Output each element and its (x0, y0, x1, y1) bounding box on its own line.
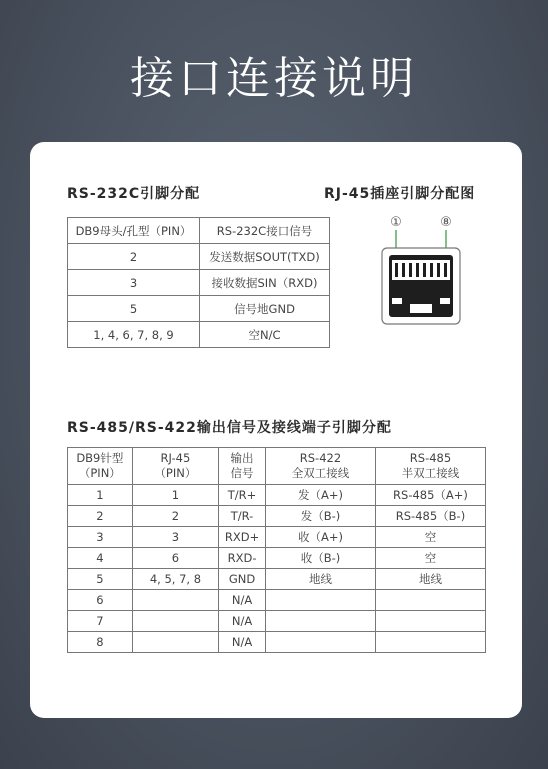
latch-tab (410, 304, 432, 313)
table-cell: RS-485（A+) (375, 485, 485, 506)
header-line: RS-422 (299, 451, 342, 465)
table-cell: 收（B-) (265, 548, 375, 569)
contact-pin (409, 263, 412, 277)
table-cell: 发（A+) (265, 485, 375, 506)
contact-pin (444, 263, 447, 277)
table-cell: 接收数据SIN（RXD) (200, 270, 330, 296)
table-cell: 4, 5, 7, 8 (132, 569, 218, 590)
page-title: 接口连接说明 (130, 53, 418, 104)
table-cell: 5 (68, 296, 200, 322)
table-cell (132, 590, 218, 611)
contact-pin (402, 263, 405, 277)
table-row (68, 611, 486, 632)
table-cell: 空N/C (200, 322, 330, 348)
table-row (68, 296, 330, 322)
table-cell: 发（B-) (265, 506, 375, 527)
header-line: 半双工接线 (401, 466, 460, 480)
table-cell: T/R- (219, 506, 266, 527)
table-cell: 8 (68, 632, 133, 653)
table-cell: RXD- (219, 548, 266, 569)
table-cell: 7 (68, 611, 133, 632)
table-cell (265, 632, 375, 653)
table-cell: 3 (68, 270, 200, 296)
contact-pin (437, 263, 440, 277)
table-cell (375, 632, 485, 653)
table-cell: 地线 (375, 569, 485, 590)
pin-8-label: ⑧ (440, 215, 452, 230)
table-cell: 1 (132, 485, 218, 506)
table-cell: N/A (219, 611, 266, 632)
rs232-pin-table (67, 217, 330, 348)
table-header-cell (219, 448, 266, 485)
table-cell: RS-485（B-) (375, 506, 485, 527)
table-cell: 2 (68, 244, 200, 270)
header-line: DB9针型 (76, 451, 124, 465)
table-row (68, 270, 330, 296)
contact-pin (416, 263, 419, 277)
header-line: 信号 (230, 466, 254, 480)
contact-pin (430, 263, 433, 277)
header-line: （PIN） (78, 466, 121, 480)
table-row (68, 322, 330, 348)
table-cell (132, 611, 218, 632)
rs485-pin-table (67, 447, 486, 653)
table-row (68, 506, 486, 527)
table-cell: 6 (132, 548, 218, 569)
table-cell: 1, 4, 6, 7, 8, 9 (68, 322, 200, 348)
table-cell: 空 (375, 527, 485, 548)
table-header-row (68, 218, 330, 244)
table-cell: 2 (68, 506, 133, 527)
latch-notch-left (392, 298, 402, 304)
table-cell: 地线 (265, 569, 375, 590)
table-row (68, 548, 486, 569)
rj45-section-title: RJ-45插座引脚分配图 (324, 186, 476, 202)
table-cell: 1 (68, 485, 133, 506)
table-cell: 5 (68, 569, 133, 590)
table-row (68, 632, 486, 653)
table-cell: RXD+ (219, 527, 266, 548)
header-line: RJ-45 (160, 451, 191, 465)
table-cell: GND (219, 569, 266, 590)
table-cell: 信号地GND (200, 296, 330, 322)
rs232-section-title: RS-232C引脚分配 (67, 186, 201, 202)
table-cell (265, 611, 375, 632)
info-card (30, 142, 522, 718)
table-header-cell (375, 448, 485, 485)
header-line: （PIN） (154, 466, 197, 480)
header-line: 全双工接线 (291, 466, 350, 480)
table-cell: N/A (219, 632, 266, 653)
table-row (68, 244, 330, 270)
rj45-jack-diagram (380, 214, 462, 326)
table-row (68, 527, 486, 548)
table-cell: 6 (68, 590, 133, 611)
table-cell: 收（A+) (265, 527, 375, 548)
table-header-cell (265, 448, 375, 485)
rs485-section-title: RS-485/RS-422输出信号及接线端子引脚分配 (67, 420, 392, 436)
jack-contact-window (392, 260, 450, 280)
table-cell (375, 611, 485, 632)
table-cell: 3 (68, 527, 133, 548)
table-cell (132, 632, 218, 653)
table-cell (375, 590, 485, 611)
table-cell: 空 (375, 548, 485, 569)
table-cell: 2 (132, 506, 218, 527)
contact-pin (395, 263, 398, 277)
table-cell (265, 590, 375, 611)
table-cell: N/A (219, 590, 266, 611)
table-cell: 4 (68, 548, 133, 569)
table-cell: 发送数据SOUT(TXD) (200, 244, 330, 270)
table-header-cell: RS-232C接口信号 (200, 218, 330, 244)
header-line: RS-485 (409, 451, 452, 465)
pin-1-label: ① (390, 215, 402, 230)
table-header-row (68, 448, 486, 485)
latch-notch-right (440, 298, 450, 304)
table-cell: 3 (132, 527, 218, 548)
table-row (68, 569, 486, 590)
table-row (68, 590, 486, 611)
header-line: 输出 (230, 451, 254, 465)
table-header-cell (68, 448, 133, 485)
contact-pin (423, 263, 426, 277)
table-row (68, 485, 486, 506)
table-header-cell: DB9母头/孔型（PIN） (68, 218, 200, 244)
table-cell: T/R+ (219, 485, 266, 506)
table-header-cell (132, 448, 218, 485)
